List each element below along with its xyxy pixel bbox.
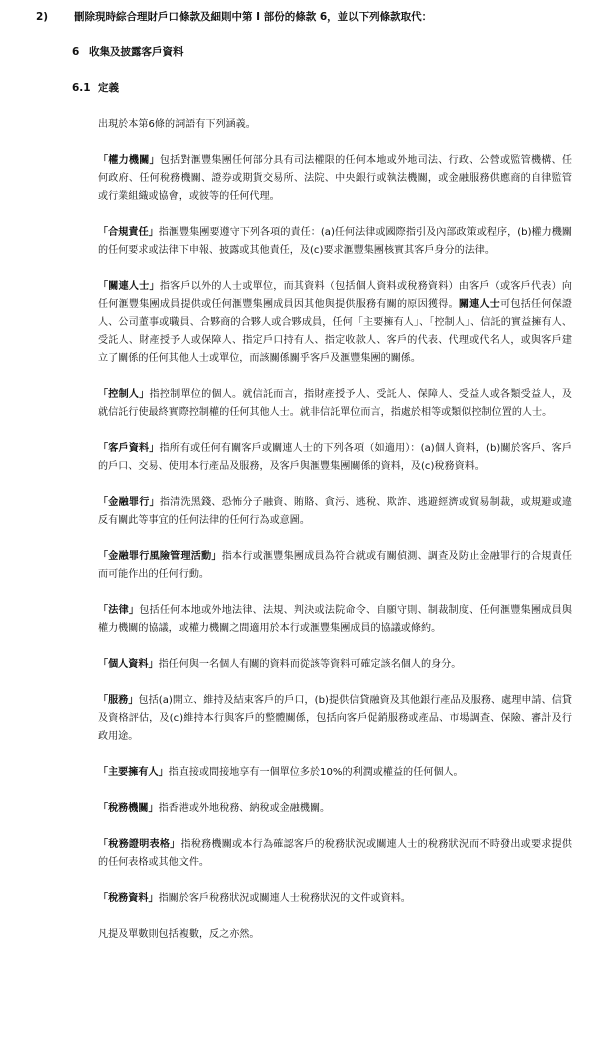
definition-text: 包括任何本地或外地法律、法規、判決或法院命令、自願守則、制裁制度、任何滙豐集團成員與權力機關的協議，或權力機關之間適用於本行或滙豐集團成員的協議或條約。 [98,605,573,634]
section-heading [72,44,184,60]
amendment-heading [36,9,581,25]
definition-paragraph [98,152,572,206]
definition-paragraph [98,548,572,584]
definition-text: 指香港或外地稅務、納稅或金融機關。 [158,803,331,814]
definition-term: 「稅務機關」 [98,803,159,814]
definition-text: 指任何與一名個人有關的資料而從該等資料可確定該名個人的身分。 [158,659,462,670]
definition-paragraph [98,836,572,872]
definition-term: 「金融罪行」 [98,497,160,508]
definition-text: 指直接或間接地享有一個單位多於10%的利潤或權益的任何個人。 [168,767,464,778]
definition-paragraph [98,656,572,674]
definition-term: 「稅務資料」 [98,893,159,904]
definition-term: 「法律」 [98,605,140,616]
definition-term: 「個人資料」 [98,659,159,670]
definition-text: 指清洗黑錢、恐怖分子融資、賄賂、貪污、逃稅、欺詐、逃避經濟或貿易制裁，或規避或違反有關此等事宜的任何法律的任何行為或意圖。 [98,497,573,526]
definition-term: 「合規責任」 [98,227,159,238]
definition-term: 「服務」 [98,695,139,706]
definition-text: 指關於客戶稅務狀況或關連人士稅務狀況的文件或資料。 [158,893,411,904]
closing-paragraph: 凡提及單數則包括複數，反之亦然。 [98,929,260,940]
definition-paragraph [98,386,572,422]
definition-paragraph [98,602,572,638]
definition-text: 指所有或任何有關客戶或關連人士的下列各項（如適用）：(a)個人資料，(b)關於客戶、客戶的戶口、交易、使用本行產品及服務，及客戶與滙豐集團關係的資料，及(c)稅務資料。 [98,443,573,472]
section-number: 6 [72,46,80,58]
definition-term: 「稅務證明表格」 [98,839,181,850]
definition-paragraph [98,224,572,260]
definition-text: 指客戶以外的人士或單位，而其資料（包括個人資料或稅務資料）由客戶（或客戶代表）向任何滙豐集團成員提供或任何滙豐集團成員因其他與提供服務有關的原因獲得。 [98,281,573,310]
definition-term: 「金融罪行風險管理活動」 [98,551,222,562]
definition-term: 「客戶資料」 [98,443,160,454]
definition-text: 包括(a)開立、維持及結束客戶的戶口，(b)提供信貸融資及其他銀行產品及服務、處理申請、信貸及資格評估，及(c)維持本行與客戶的整體關係，包括向客戶促銷服務或產品、市場調查、保險、審計及行政用途。 [98,695,573,742]
definition-term: 「權力機關」 [98,155,160,166]
definitions-body [98,116,572,962]
definition-paragraph [98,764,572,782]
subsection-number: 6.1 [72,82,91,94]
definition-text: 指滙豐集團要遵守下列各項的責任：(a)任何法律或國際指引及內部政策或程序，(b)權力機關的任何要求或法律下申報、披露或其他責任，及(c)要求滙豐集團核實其客戶身分的法律。 [98,227,573,256]
subsection-heading [72,80,119,96]
definition-paragraph [98,440,572,476]
definition-paragraph [98,494,572,530]
definition-text: 指控制單位的個人。就信託而言，指財產授予人、受託人、保障人、受益人或各類受益人，及就信託行使最終實際控制權的任何其他人士。就非信託單位而言，指處於相等或類似控制位置的人士。 [98,389,572,418]
definition-text: 包括對滙豐集團任何部分具有司法權限的任何本地或外地司法、行政、公營或監管機構、任何政府、任何稅務機關、證券或期貨交易所、法院、中央銀行或執法機關，或金融服務供應商的自律監管或行業組織或協會，或彼等的任何代理。 [98,155,573,202]
definition-text: 指稅務機關或本行為確認客戶的稅務狀況或關連人士的稅務狀況而不時發出或要求提供的任何表格或其他文件。 [98,839,573,868]
definition-paragraph [98,800,572,818]
subsection-title: 定義 [98,82,119,94]
intro-paragraph: 出現於本第6條的詞語有下列涵義。 [98,119,256,130]
definition-paragraph [98,692,572,746]
definition-text-continued: 可包括任何保證人、公司董事或職員、合夥商的合夥人或合夥成員，任何「主要擁有人」、「控制人」、信託的實益擁有人、受託人、財產授予人或保障人、指定戶口持有人、指定收款人、客戶的代表、代理或代名人，或與客戶建立了關係的任何其他人士或單位，而該關係關乎客戶及滙豐集團的關係。 [98,299,573,364]
definition-text: 指本行或滙豐集團成員為符合就或有關偵測、調查及防止金融罪行的合規責任而可能作出的任何行動。 [98,551,573,580]
definition-paragraph [98,278,572,368]
definition-term-inline: 關連人士 [458,299,501,310]
amendment-text: 刪除現時綜合理財戶口條款及細則中第 I 部份的條款 6，並以下列條款取代： [74,11,433,23]
amendment-number: 2) [36,11,49,23]
definition-term: 「關連人士」 [98,281,160,292]
definition-term: 「控制人」 [98,389,150,400]
section-title: 收集及披露客戶資料 [89,46,184,58]
definition-term: 「主要擁有人」 [98,767,169,778]
definition-paragraph [98,890,572,908]
